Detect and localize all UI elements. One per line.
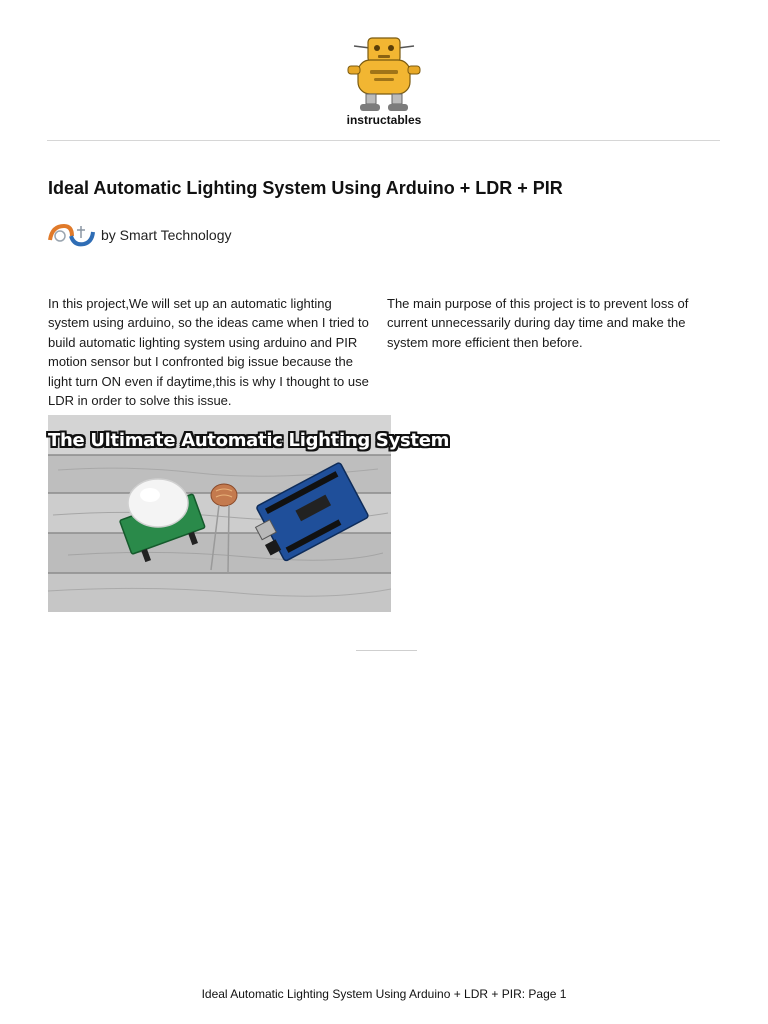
author-avatar[interactable] [48, 222, 95, 248]
header-divider [47, 140, 720, 141]
brand-name[interactable]: instructables [346, 113, 422, 127]
purpose-paragraph: The main purpose of this project is to prevent loss of current unnecessarily during day time and make the system more efficient then before. [387, 296, 689, 350]
page-header [0, 0, 768, 140]
section-divider [356, 650, 417, 651]
author-byline [48, 221, 231, 249]
hero-image[interactable] [48, 415, 450, 612]
robot-icon [340, 34, 428, 114]
author-name[interactable]: by Smart Technology [101, 227, 232, 243]
page-title: Ideal Automatic Lighting System Using Arduino + LDR + PIR [48, 178, 563, 198]
intro-paragraph: In this project,We will set up an automatic lighting system using arduino, so the ideas came when I tried to build automatic lighting system using arduino and PIR motion sensor but I confronted big issue because the light turn ON even if daytime,this is why I thought to use LDR in order to solve this issue. [48, 296, 369, 409]
hero-caption: The Ultimate Automatic Lighting System [48, 430, 450, 451]
page-footer: Ideal Automatic Lighting System Using Arduino + LDR + PIR: Page 1 [201, 987, 567, 1001]
